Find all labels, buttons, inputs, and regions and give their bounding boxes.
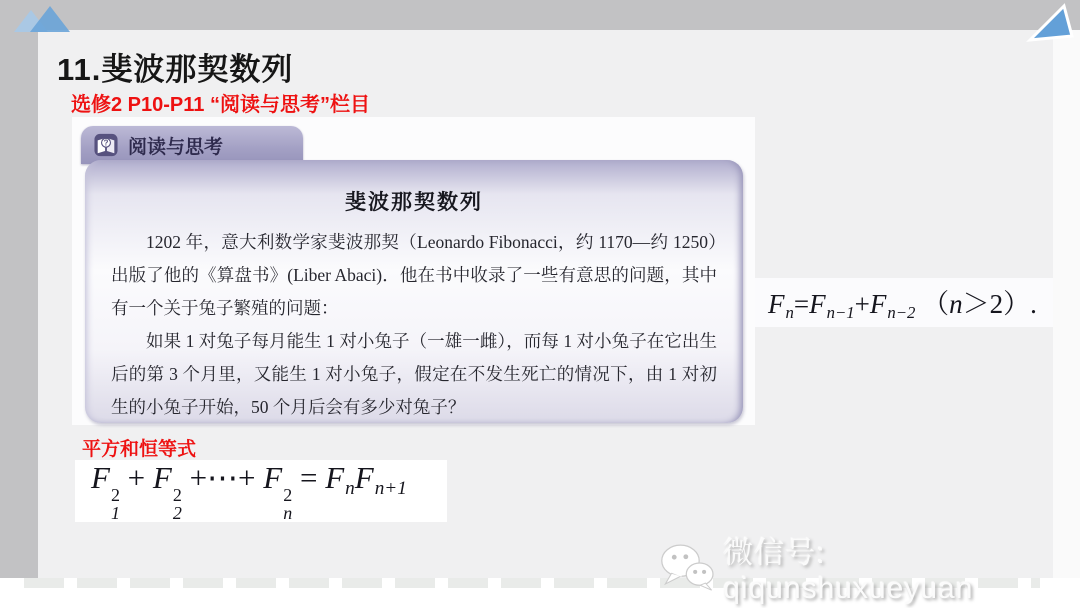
blue-triangle-icon bbox=[1014, 0, 1080, 46]
textbook-paragraph-2: 如果 1 对兔子每月能生 1 对小兔子（一雄一雌），而每 1 对小兔子在它出生后的第 3 个月里，又能生 1 对小兔子，假定在不发生死亡的情况下，由 1 对初生的小兔子开始，50 个月后会有多少对兔子？ bbox=[111, 331, 717, 417]
blue-mountain-triangles-icon bbox=[10, 4, 74, 34]
textbook-body bbox=[111, 226, 717, 423]
textbook-panel bbox=[85, 160, 743, 423]
reading-thinking-tab bbox=[81, 126, 303, 164]
open-book-question-icon bbox=[94, 133, 118, 157]
frame-top bbox=[0, 0, 1080, 30]
frame-right bbox=[1053, 30, 1080, 578]
svg-text:?: ? bbox=[103, 138, 109, 148]
squares-formula: F 2 1 + F 2 2 +⋯+ F 2 n = FnFn+1 bbox=[91, 460, 407, 523]
recurrence-formula: Fn=Fn−1+Fn−2 （n＞2）. bbox=[768, 288, 1037, 322]
recurrence-formula-box bbox=[755, 278, 1053, 327]
wechat-icon bbox=[660, 542, 715, 592]
textbook-heading: 斐波那契数列 bbox=[345, 191, 483, 214]
frame-left bbox=[0, 30, 38, 578]
squares-identity-label: 平方和恒等式 bbox=[82, 439, 197, 460]
source-reference-label: 选修2 P10-P11 “阅读与思考”栏目 bbox=[71, 94, 370, 116]
textbook-paragraph-1: 1202 年，意大利数学家斐波那契（Leonardo Fibonacci，约 1170—约 1250）出版了他的《算盘书》(Liber Abaci)．他在书中收录了一些有意思的问题，其中有一个关于兔子繁殖的问题： bbox=[111, 232, 717, 318]
wechat-footer bbox=[660, 528, 1080, 606]
squares-formula-box bbox=[75, 460, 447, 522]
wechat-id-label: 微信号: qiqunshuxueyuan bbox=[723, 537, 974, 605]
textbook-screenshot bbox=[72, 117, 755, 425]
page-title: 11.斐波那契数列 bbox=[57, 52, 294, 87]
tab-label: 阅读与思考 bbox=[128, 136, 224, 158]
